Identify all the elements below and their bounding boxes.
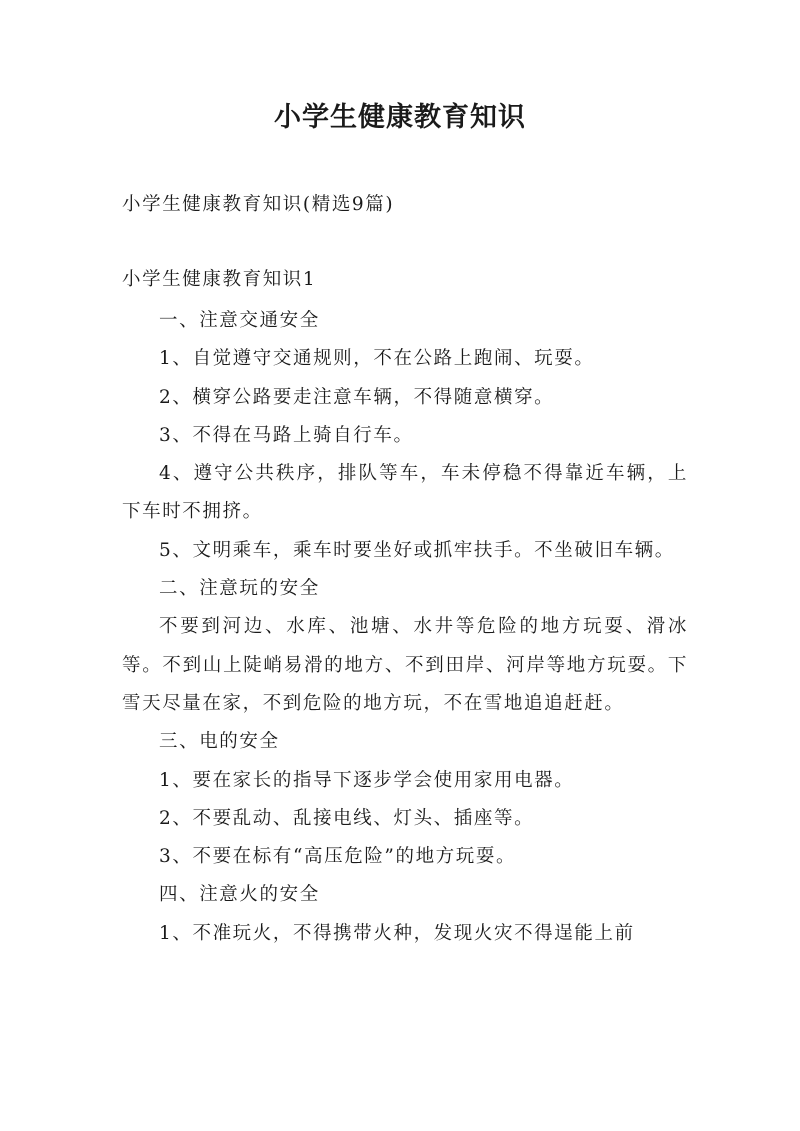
paragraph: 5、文明乘车，乘车时要坐好或抓牢扶手。不坐破旧车辆。: [159, 539, 675, 561]
section-heading: 小学生健康教育知识1: [122, 269, 317, 290]
paragraph: 3、不要在标有“高压危险”的地方玩耍。: [159, 846, 517, 868]
heading-traffic-safety: 一、注意交通安全: [159, 310, 320, 331]
paragraph: 2、横穿公路要走注意车辆，不得随意横穿。: [159, 386, 555, 408]
document-subtitle: 小学生健康教育知识(精选9篇): [122, 194, 395, 215]
paragraph: 1、不准玩火，不得携带火种，发现火灾不得逞能上前: [159, 922, 635, 944]
paragraph: 2、不要乱动、乱接电线、灯头、插座等。: [159, 807, 535, 829]
paragraph: 3、不得在马路上骑自行车。: [159, 424, 414, 446]
document-body: [122, 302, 688, 953]
paragraph: 1、要在家长的指导下逐步学会使用家用电器。: [159, 769, 575, 791]
heading-play-safety: 二、注意玩的安全: [159, 578, 320, 600]
paragraph: 不要到河边、水库、池塘、水井等危险的地方玩耍、滑冰等。不到山上陡峭易滑的地方、不到田岸、河岸等地方玩耍。下雪天尽量在家，不到危险的地方玩，不在雪地追追赶赶。: [122, 616, 688, 714]
heading-electric-safety: 三、电的安全: [159, 731, 280, 753]
paragraph: 1、自觉遵守交通规则，不在公路上跑闹、玩耍。: [159, 348, 595, 370]
paragraph: 4、遵守公共秩序，排队等车，车未停稳不得靠近车辆，上下车时不拥挤。: [122, 463, 688, 523]
document-title: 小学生健康教育知识: [274, 102, 526, 133]
heading-fire-safety: 四、注意火的安全: [159, 884, 320, 906]
